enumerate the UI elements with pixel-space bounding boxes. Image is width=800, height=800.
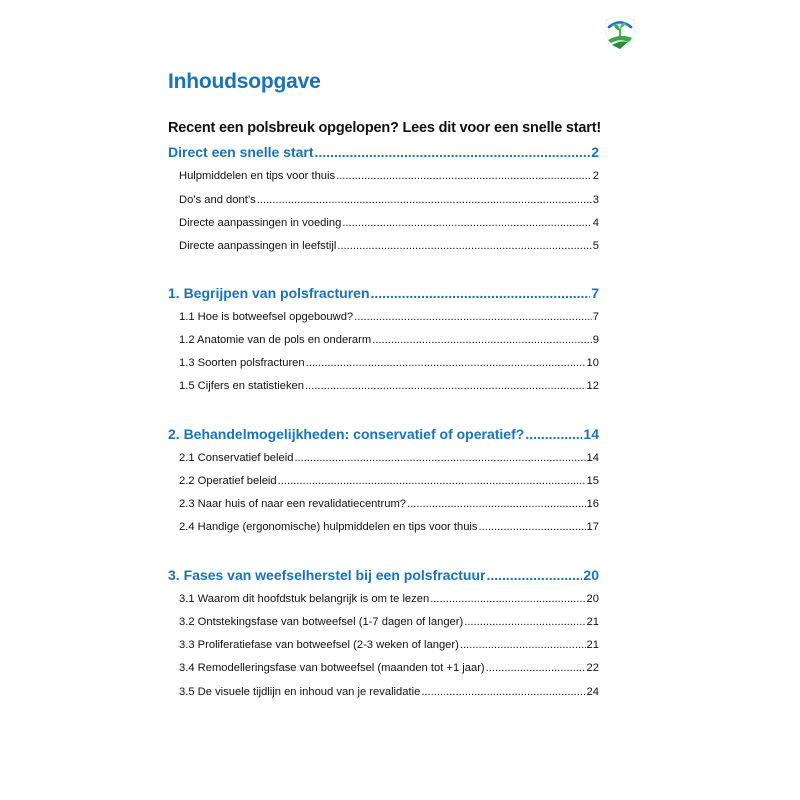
toc-page-number: 3 [592, 194, 599, 206]
toc-entry-label: 3.4 Remodelleringsfase van botweefsel (maanden tot +1 jaar) [179, 662, 485, 674]
toc-entry[interactable] [179, 475, 599, 487]
toc-entry[interactable] [179, 498, 599, 510]
toc-entry[interactable] [179, 593, 599, 605]
toc-section-label: 3. Fases van weefselherstel bij een polsfractuur [168, 567, 486, 583]
toc-entry[interactable] [179, 452, 599, 464]
seedling-shield-logo-icon [603, 14, 637, 50]
toc-entry-label: 1.3 Soorten polsfracturen [179, 357, 305, 369]
toc-entry-label: Directe aanpassingen in leefstijl [179, 240, 337, 252]
toc-leader-dots [257, 194, 592, 206]
toc-page-number: 14 [586, 452, 599, 464]
toc-page-number: 21 [586, 616, 599, 628]
toc-entry[interactable] [179, 662, 599, 674]
toc-entry[interactable] [179, 194, 599, 206]
toc-leader-dots [479, 521, 586, 533]
toc-leader-dots [305, 380, 586, 392]
toc-leader-dots [342, 217, 591, 229]
toc-entry-label: 1.1 Hoe is botweefsel opgebouwd? [179, 311, 354, 323]
toc-entry[interactable] [179, 357, 599, 369]
toc-page-number: 22 [586, 662, 599, 674]
toc-entry-label: 3.5 De visuele tijdlijn en inhoud van je revalidatie [179, 686, 421, 698]
toc-section-label: 1. Begrijpen van polsfracturen [168, 285, 370, 301]
toc-entry-label: 3.1 Waarom dit hoofdstuk belangrijk is om te lezen [179, 593, 430, 605]
toc-entry[interactable] [179, 380, 599, 392]
toc-entry-label: 3.3 Proliferatiefase van botweefsel (2-3 weken of langer) [179, 639, 459, 651]
toc-leader-dots [460, 639, 586, 651]
toc-entry-label: Hulpmiddelen en tips voor thuis [179, 170, 336, 182]
toc-leader-dots [336, 170, 592, 182]
toc-leader-dots [372, 334, 592, 346]
toc-leader-dots [354, 311, 592, 323]
toc-section-quick-start[interactable] [168, 144, 599, 160]
toc-leader-dots [371, 285, 591, 301]
toc-entry-label: 1.5 Cijfers en statistieken [179, 380, 304, 392]
toc-section-label: Direct een snelle start [168, 144, 314, 160]
toc-entry-label: 3.2 Ontstekingsfase van botweefsel (1-7 dagen of langer) [179, 616, 464, 628]
toc-entry-label: 2.4 Handige (ergonomische) hulpmiddelen en tips voor thuis [179, 521, 478, 533]
toc-entry[interactable] [179, 217, 599, 229]
toc-leader-dots [337, 240, 591, 252]
toc-entry-label: 2.3 Naar huis of naar een revalidatiecentrum? [179, 498, 406, 510]
toc-page-number: 7 [591, 285, 599, 301]
toc-entry-label: Do’s and dont’s [179, 194, 256, 206]
toc-section-1[interactable] [168, 285, 599, 301]
toc-leader-dots [294, 452, 585, 464]
toc-leader-dots [486, 567, 582, 583]
toc-entry-label: 2.2 Operatief beleid [179, 475, 277, 487]
toc-leader-dots [278, 475, 586, 487]
toc-leader-dots [407, 498, 586, 510]
toc-page-number: 2 [591, 144, 599, 160]
toc-entry[interactable] [179, 521, 599, 533]
intro-heading: Recent een polsbreuk opgelopen? Lees dit voor een snelle start! [168, 120, 601, 136]
toc-entry[interactable] [179, 334, 599, 346]
toc-leader-dots [421, 686, 585, 698]
toc-entry[interactable] [179, 170, 599, 182]
toc-page-number: 2 [592, 170, 599, 182]
toc-entry[interactable] [179, 686, 599, 698]
toc-entry-label: Directe aanpassingen in voeding [179, 217, 342, 229]
toc-page-number: 4 [592, 217, 599, 229]
toc-entry[interactable] [179, 639, 599, 651]
toc-section-3[interactable] [168, 567, 599, 583]
toc-leader-dots [464, 616, 585, 628]
toc-page-number: 21 [586, 639, 599, 651]
toc-page-number: 16 [586, 498, 599, 510]
toc-entry[interactable] [179, 616, 599, 628]
toc-section-label: 2. Behandelmogelijkheden: conservatief of operatief? [168, 426, 525, 442]
toc-leader-dots [486, 662, 586, 674]
toc-entry[interactable] [179, 311, 599, 323]
toc-entry-label: 2.1 Conservatief beleid [179, 452, 294, 464]
toc-entry-label: 1.2 Anatomie van de pols en onderarm [179, 334, 372, 346]
toc-page-number: 20 [586, 593, 599, 605]
toc-page-number: 9 [592, 334, 599, 346]
toc-section-2[interactable] [168, 426, 599, 442]
toc-leader-dots [315, 144, 591, 160]
toc-page-number: 12 [586, 380, 599, 392]
toc-page-number: 5 [592, 240, 599, 252]
toc-page-number: 17 [586, 521, 599, 533]
toc-page-number: 7 [592, 311, 599, 323]
toc-page-number: 24 [586, 686, 599, 698]
toc-page-number: 10 [586, 357, 599, 369]
page-title: Inhoudsopgave [168, 70, 321, 93]
toc-leader-dots [306, 357, 586, 369]
toc-page-number: 20 [583, 567, 599, 583]
toc-entry[interactable] [179, 240, 599, 252]
toc-page-number: 15 [586, 475, 599, 487]
toc-leader-dots [525, 426, 582, 442]
toc-leader-dots [430, 593, 585, 605]
toc-page-number: 14 [583, 426, 599, 442]
